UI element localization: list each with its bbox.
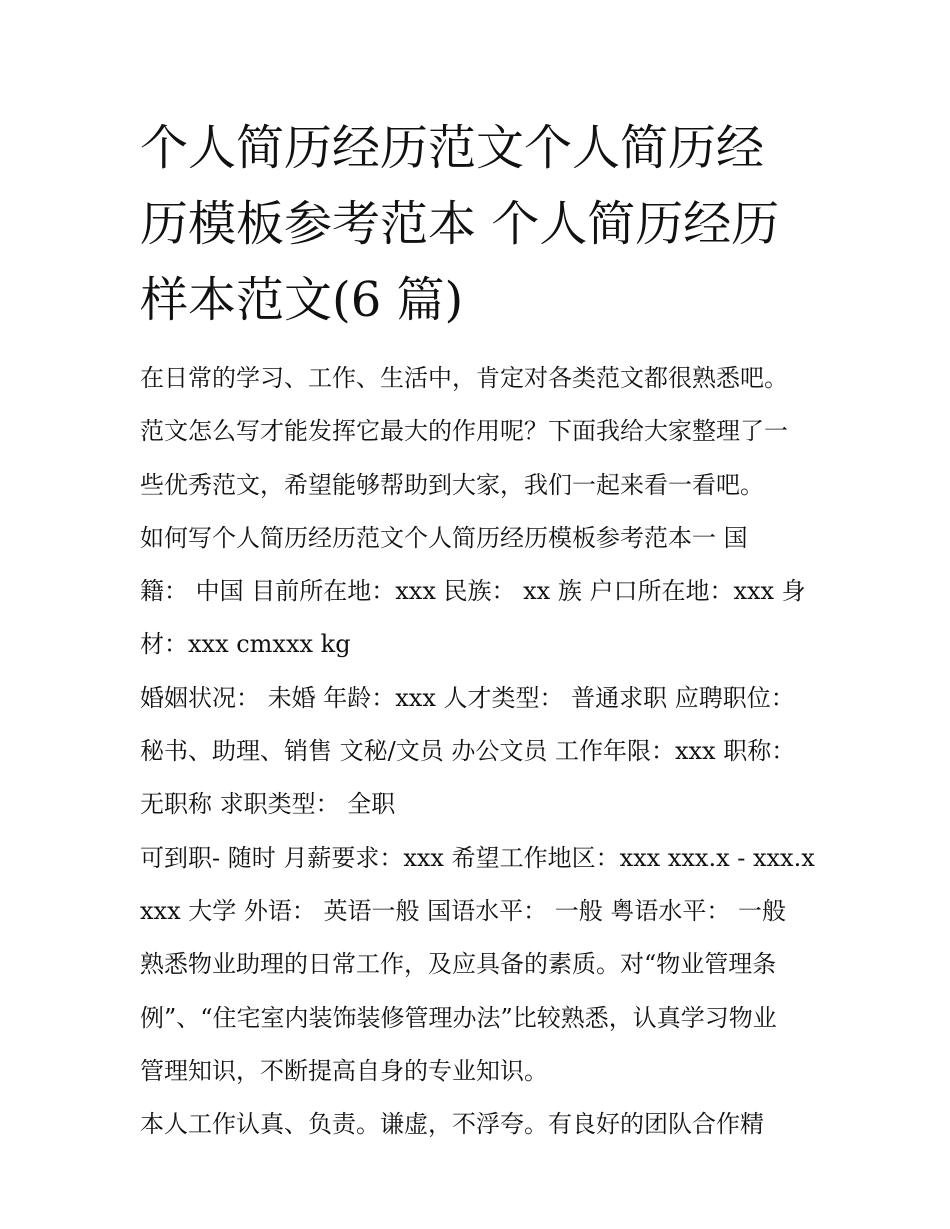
body-line: 秘书、助理、销售 文秘/文员 办公文员 工作年限：xxx 职称： — [140, 737, 796, 766]
body-line: 范文怎么写才能发挥它最大的作用呢？下面我给大家整理了一 — [140, 417, 788, 446]
body-line: 熟悉物业助理的日常工作，及应具备的素质。对“物业管理条 — [140, 950, 777, 979]
body-line: 管理知识，不断提高自身的专业知识。 — [140, 1056, 548, 1085]
document-title — [140, 110, 820, 338]
body-line: 可到职- 随时 月薪要求：xxx 希望工作地区：xxx xxx.x - xxx.x — [140, 843, 815, 872]
title-line: 样本范文(6 篇) — [140, 272, 464, 328]
body-line: 些优秀范文，希望能够帮助到大家，我们一起来看一看吧。 — [140, 470, 764, 499]
title-line: 历模板参考范本 个人简历经历 — [140, 196, 780, 252]
body-line: 婚姻状况： 未婚 年龄：xxx 人才类型： 普通求职 应聘职位： — [140, 683, 795, 712]
body-line: 籍： 中国 目前所在地：xxx 民族： xx 族 户口所在地：xxx 身 — [140, 577, 806, 606]
body-line: 在日常的学习、工作、生活中，肯定对各类范文都很熟悉吧。 — [140, 364, 788, 392]
body-line: 材：xxx cmxxx kg — [140, 630, 351, 659]
body-line: 本人工作认真、负责。谦虚，不浮夸。有良好的团队合作精 — [140, 1110, 764, 1139]
body-line: xxx 大学 外语： 英语一般 国语水平： 一般 粤语水平： 一般 — [140, 896, 787, 925]
body-line: 例”、“住宅室内装饰装修管理办法”比较熟悉，认真学习物业 — [140, 1003, 777, 1032]
body-line: 无职称 求职类型： 全职 — [140, 790, 396, 819]
body-line: 如何写个人简历经历范文个人简历经历模板参考范本一 国 — [140, 523, 748, 552]
document-body — [140, 352, 830, 1151]
title-line: 个人简历经历范文个人简历经 — [140, 120, 765, 176]
